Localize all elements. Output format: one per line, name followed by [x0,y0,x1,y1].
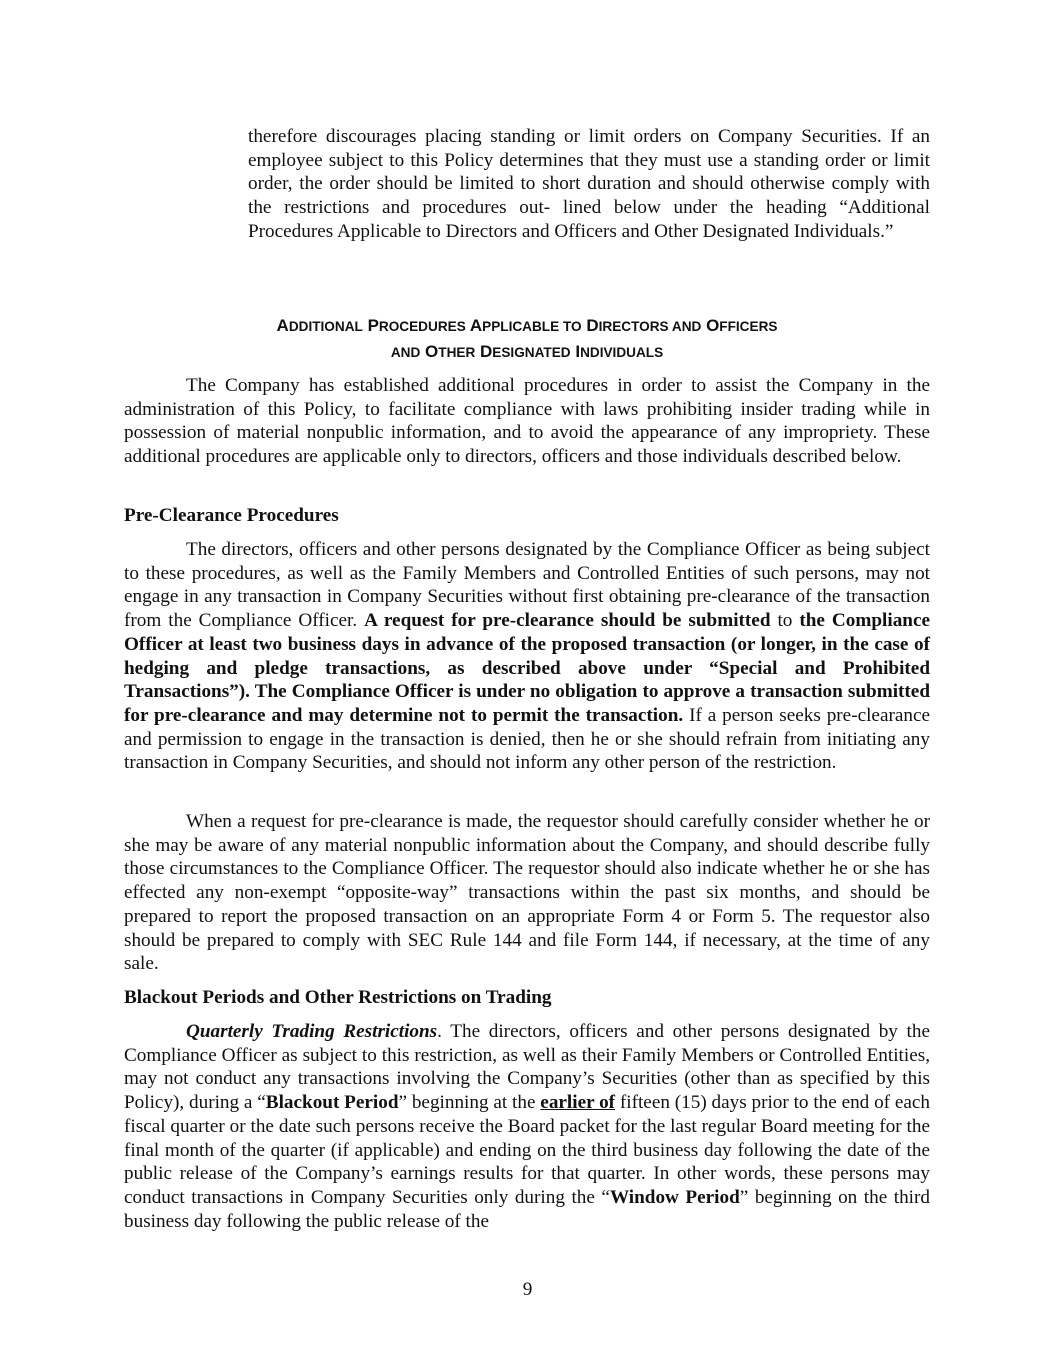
preclearance-text: to [770,610,800,632]
blackout-heading: Blackout Periods and Other Restrictions on Trading [124,987,552,1008]
heading-word: IRECTORS AND [598,319,702,334]
heading-word: I [575,342,581,361]
heading-word: O [706,316,720,335]
section-heading-line-1 [124,314,930,339]
earlier-of-term: earlier of [540,1092,616,1114]
heading-word: O [425,342,439,361]
blackout-text: fifteen (15) days prior to the end of each fiscal quarter or the date such persons receive the Board packet for the last regular Board meeting for the final month of the quarter (if applicable) and ending on the third business day following the date of the public release of the Company’s earnings results for that quarter. In other words, these persons may conduct transactions in Company Securities only during the “ [124,1092,931,1208]
heading-word: AND [390,345,421,360]
heading-word: D [586,316,599,335]
preclearance-bold-text: A request for pre-clearance should be submitted [364,610,771,632]
blackout-text: ” beginning on the third business day following the public release of the [124,1186,930,1232]
quarterly-restrictions-paragraph [124,1020,930,1233]
preclearance-bold-text: the Compliance Officer at least two business days in advance of the proposed transaction (or longer, in the case of hedging and pledge transactions, as described above under “Special and Prohibited Transactions”). The Compliance Officer is under no obligation to approve a transaction submitted for pre-clearance and may determine not to permit the transaction. [124,610,930,726]
heading-word: P [367,316,379,335]
heading-word: FFICERS [719,319,778,334]
blackout-period-term: Blackout Period [265,1092,399,1114]
blackout-text: ” beginning at the [398,1092,541,1114]
quarterly-restrictions-label: Quarterly Trading Restrictions [186,1021,438,1042]
heading-word: ROCEDURES [378,319,466,334]
heading-word: ESIGNATED [492,345,571,360]
heading-word: THER [438,345,476,360]
blackout-text: . The directors, officers and other persons designated by the Compliance Officer as subject to this restriction, as well as their Family Members or Controlled Entities, may not conduct any transactions involving the Company’s Securities (other than as specified by this Policy), during a “ [124,1021,930,1114]
preclearance-text: The directors, officers and other persons designated by the Compliance Officer as being subject to these procedures, as well as the Family Members and Controlled Entities of such persons, may not engage in any transaction in Company Securities without first obtaining pre-clearance of the transaction from the Compliance Officer. [124,539,930,632]
window-period-term: Window Period [609,1186,740,1208]
preclearance-text: If a person seeks pre-clearance and permission to engage in the transaction is denied, then he or she should refrain from initiating any transaction in Company Securities, and should not inform any other person of the restriction. [124,704,930,774]
preclearance-paragraph-1 [124,538,930,775]
heading-word: DDITIONAL [288,319,363,334]
section-intro-paragraph: The Company has established additional procedures in order to assist the Company in the administration of this Policy, to facilitate compliance with laws prohibiting insider trading while in possession of material nonpublic information, and to avoid the appearance of any impropriety. These additional procedures are applicable only to directors, officers and those individuals described below. [124,375,930,468]
heading-word: NDIVIDUALS [580,345,664,360]
preclearance-paragraph-2: When a request for pre-clearance is made, the requestor should carefully consider whether he or she may be aware of any material nonpublic information about the Company, and should describe fully those circumstances to the Compliance Officer. The requestor should also indicate whether he or she has effected any non-exempt “opposite-way” transactions within the past six months, and should be prepared to report the proposed transaction on an appropriate Form 4 or Form 5. The requestor also should be prepared to comply with SEC Rule 144 and file Form 144, if necessary, at the time of any sale. [124,811,930,975]
section-heading-line-2 [124,340,930,365]
heading-word: D [480,342,493,361]
page-number: 9 [522,1279,533,1300]
preclearance-heading: Pre-Clearance Procedures [124,505,339,526]
heading-word: A [276,316,289,335]
heading-word: A [469,316,483,335]
heading-word: PPLICABLE TO [482,319,582,334]
continuation-paragraph: therefore discourages placing standing or limit orders on Company Securities. If an employee subject to this Policy determines that they must use a standing order or limit order, the order should be limited to short duration and should otherwise comply with the restrictions and procedures out- lined below under the heading “Additional Procedures Applicable to Directors and Officers and Other Designated Individuals.” [248,126,930,242]
